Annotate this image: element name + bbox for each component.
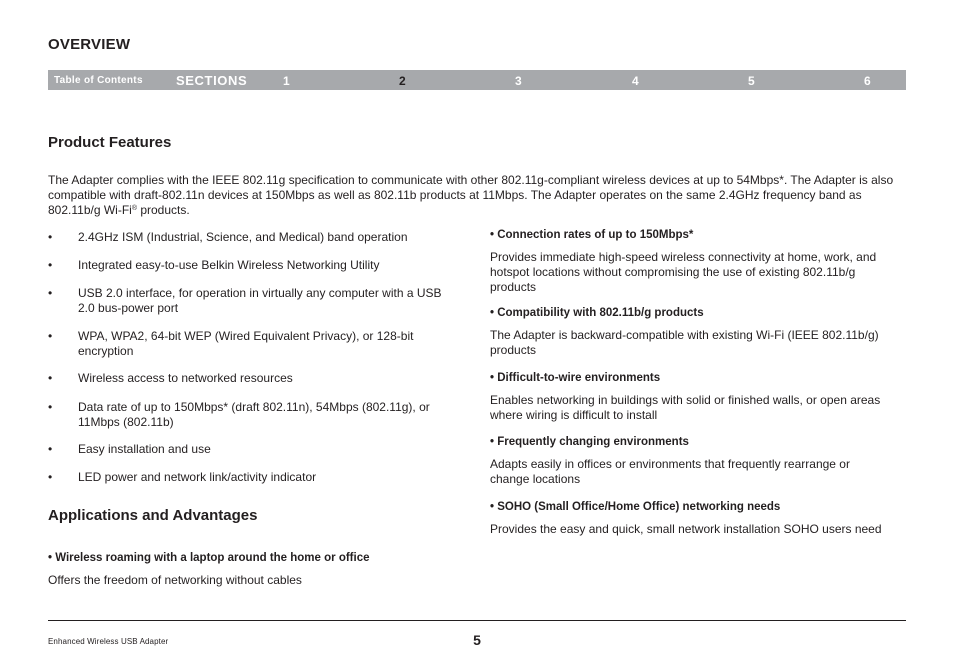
footer-divider	[48, 620, 906, 621]
feature-text: LED power and network link/activity indicator	[78, 470, 317, 484]
section-link-5[interactable]: 5	[748, 74, 755, 88]
list-item	[48, 329, 458, 359]
application-title: • Compatibility with 802.11b/g products	[490, 307, 704, 319]
list-item	[48, 286, 458, 316]
application-description: Offers the freedom of networking without cables	[48, 573, 302, 587]
application-description: Provides immediate high-speed wireless connectivity at home, work, and hotspot locations without compromising the use of existing 802.11b/g products	[490, 250, 877, 294]
application-title: • Difficult-to-wire environments	[490, 372, 661, 384]
feature-text: USB 2.0 interface, for operation in virtually any computer with a USB 2.0 bus-power port	[78, 286, 442, 315]
bullet: •	[48, 329, 53, 343]
list-item	[48, 400, 458, 430]
section-link-4[interactable]: 4	[632, 74, 639, 88]
applications-heading: Applications and Advantages	[48, 507, 258, 524]
list-item	[48, 442, 458, 457]
bullet: •	[48, 442, 53, 456]
list-item	[48, 371, 458, 386]
list-item	[48, 230, 458, 245]
page-number: 5	[473, 632, 481, 648]
intro-text-end: products.	[136, 203, 190, 217]
section-link-1[interactable]: 1	[283, 74, 290, 88]
feature-text: 2.4GHz ISM (Industrial, Science, and Medical) band operation	[78, 230, 408, 244]
section-nav-bar	[48, 70, 906, 90]
feature-text: Data rate of up to 150Mbps* (draft 802.11n), 54Mbps (802.11g), or 11Mbps (802.11b)	[78, 400, 430, 429]
section-link-6[interactable]: 6	[864, 74, 871, 88]
intro-paragraph	[48, 173, 906, 218]
footer-product-name: Enhanced Wireless USB Adapter	[48, 637, 169, 646]
table-of-contents-link[interactable]: Table of Contents	[54, 75, 143, 86]
feature-text: Easy installation and use	[78, 442, 211, 456]
bullet: •	[48, 286, 53, 300]
application-description: Enables networking in buildings with solid or finished walls, or open areas where wiring is difficult to install	[490, 393, 881, 422]
feature-text: Wireless access to networked resources	[78, 371, 293, 385]
application-description: Provides the easy and quick, small network installation SOHO users need	[490, 522, 882, 536]
sections-label: SECTIONS	[176, 73, 248, 88]
registered-mark: ®	[131, 205, 137, 212]
list-item	[48, 470, 458, 485]
intro-text: The Adapter complies with the IEEE 802.11g specification to communicate with other 802.11g-compliant wireless devices at up to 54Mbps*. The Adapter is also compatible with draft-802.11n devices at 150Mbps as well as 802.11b products at 11Mbps. The Adapter operates on the same 2.4GHz frequency band as 802.11b/g Wi-Fi	[48, 173, 894, 217]
bullet: •	[48, 470, 53, 484]
application-title: • Wireless roaming with a laptop around the home or office	[48, 552, 370, 564]
list-item	[48, 258, 458, 273]
bullet: •	[48, 400, 53, 414]
feature-text: Integrated easy-to-use Belkin Wireless Networking Utility	[78, 258, 380, 272]
application-description: Adapts easily in offices or environments that frequently rearrange or change locations	[490, 457, 850, 486]
section-link-2[interactable]: 2	[399, 74, 406, 88]
application-title: • SOHO (Small Office/Home Office) networking needs	[490, 501, 781, 513]
product-features-heading: Product Features	[48, 134, 172, 151]
page-title: OVERVIEW	[48, 36, 131, 53]
section-link-3[interactable]: 3	[515, 74, 522, 88]
bullet: •	[48, 230, 53, 244]
application-title: • Connection rates of up to 150Mbps*	[490, 229, 694, 241]
bullet: •	[48, 371, 53, 385]
feature-text: WPA, WPA2, 64-bit WEP (Wired Equivalent Privacy), or 128-bit encryption	[78, 329, 414, 358]
application-title: • Frequently changing environments	[490, 436, 689, 448]
application-description: The Adapter is backward-compatible with existing Wi-Fi (IEEE 802.11b/g) products	[490, 328, 879, 357]
bullet: •	[48, 258, 53, 272]
